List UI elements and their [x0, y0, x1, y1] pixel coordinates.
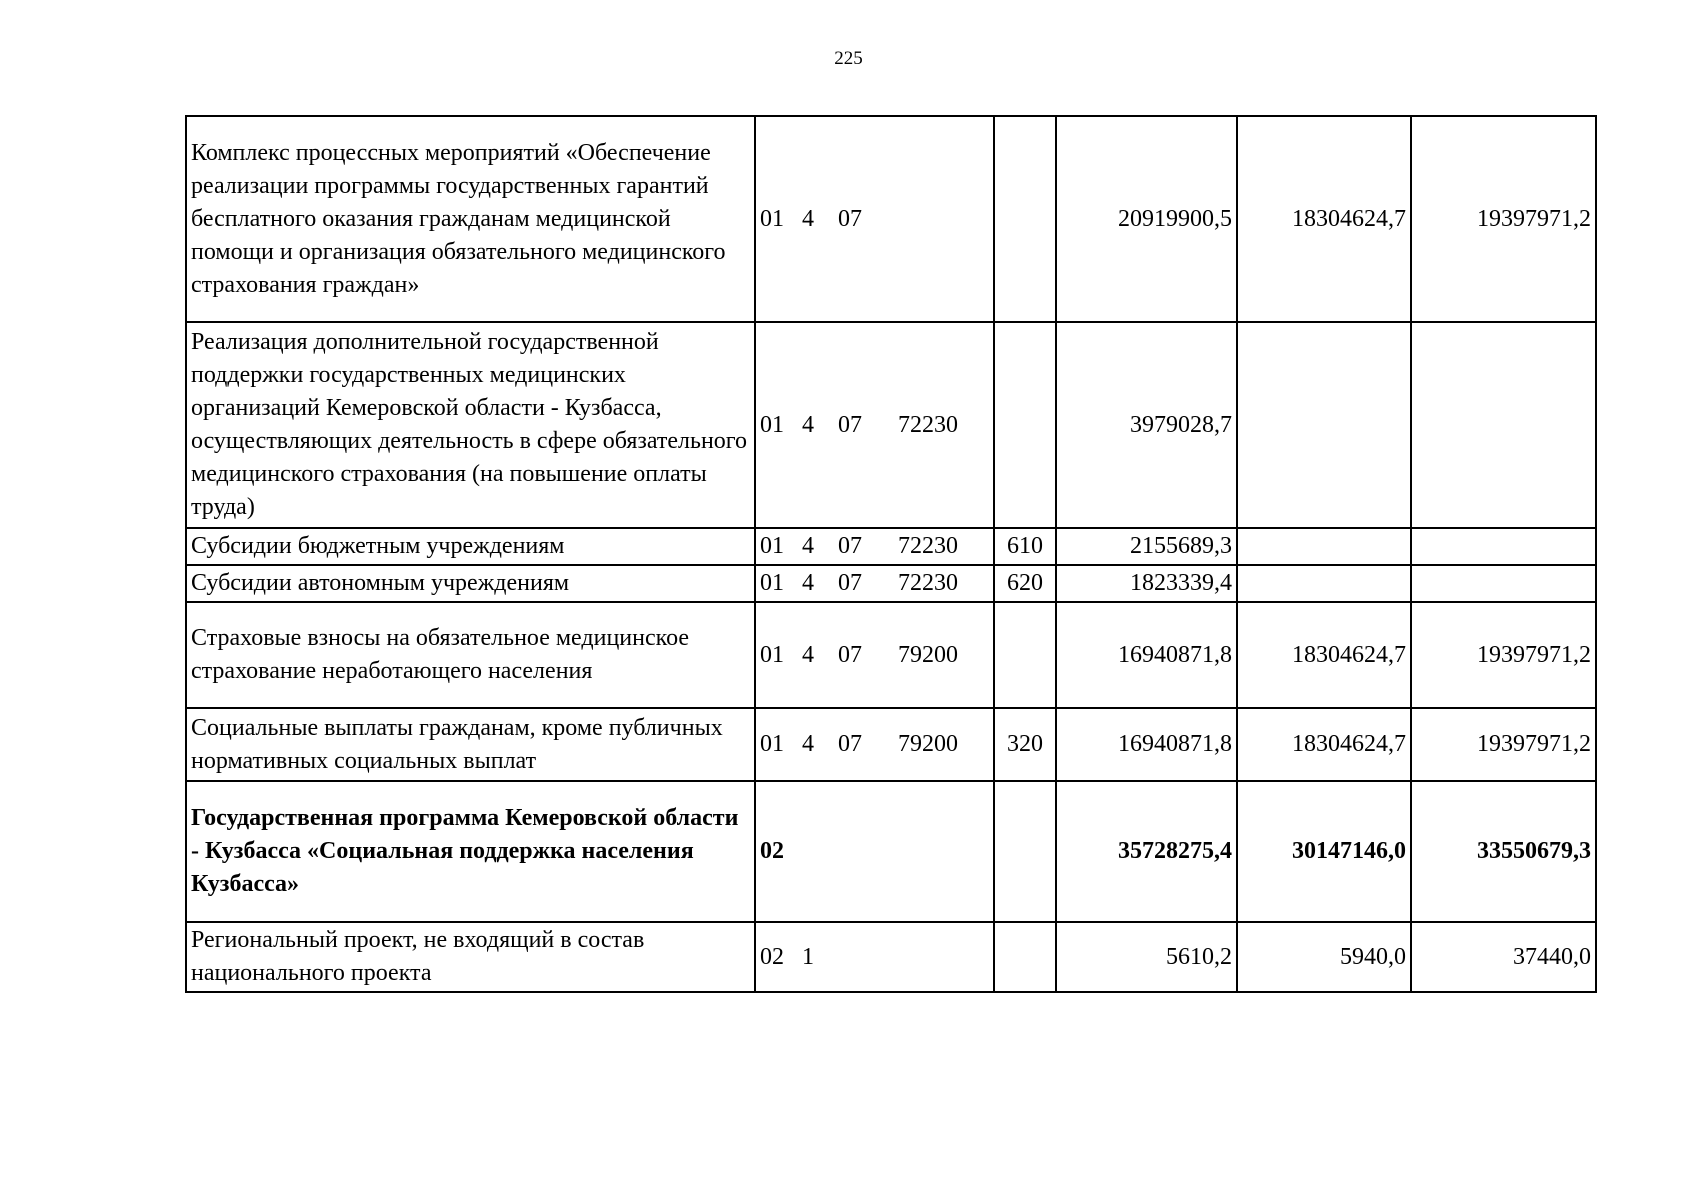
row-expense-type [994, 116, 1056, 322]
row-amount-year-3 [1411, 565, 1596, 602]
row-name: Комплекс процессных мероприятий «Обеспечение реализации программы государственных гарантий бесплатного оказания гражданам медицинской помощи и организация обязательного медицинского страхования граждан» [186, 116, 755, 322]
table-row [186, 708, 1596, 781]
row-expense-type: 610 [994, 528, 1056, 565]
row-amount-year-3: 19397971,2 [1411, 708, 1596, 781]
row-amount-year-3: 33550679,3 [1411, 781, 1596, 922]
table-row [186, 602, 1596, 708]
row-code: 01 4 07 79200 [755, 708, 994, 781]
row-amount-year-1: 16940871,8 [1056, 708, 1237, 781]
row-name: Страховые взносы на обязательное медицинское страхование неработающего населения [186, 602, 755, 708]
page-number: 225 [834, 48, 863, 69]
row-amount-year-3: 19397971,2 [1411, 116, 1596, 322]
row-amount-year-2: 18304624,7 [1237, 708, 1411, 781]
row-amount-year-1: 1823339,4 [1056, 565, 1237, 602]
row-amount-year-2 [1237, 565, 1411, 602]
row-amount-year-3 [1411, 322, 1596, 528]
row-name: Субсидии бюджетным учреждениям [186, 528, 755, 565]
row-code: 02 [755, 781, 994, 922]
row-code: 01 4 07 72230 [755, 528, 994, 565]
row-expense-type [994, 322, 1056, 528]
row-expense-type [994, 922, 1056, 992]
row-name: Социальные выплаты гражданам, кроме публичных нормативных социальных выплат [186, 708, 755, 781]
row-code: 02 1 [755, 922, 994, 992]
row-amount-year-2 [1237, 322, 1411, 528]
table-row [186, 565, 1596, 602]
row-amount-year-2: 18304624,7 [1237, 602, 1411, 708]
row-amount-year-2 [1237, 528, 1411, 565]
row-name: Субсидии автономным учреждениям [186, 565, 755, 602]
row-code: 01 4 07 79200 [755, 602, 994, 708]
row-name: Реализация дополнительной государственной поддержки государственных медицинских организаций Кемеровской области - Кузбасса, осуществляющих деятельность в сфере обязательного медицинского страхования (на повышение оплаты труда) [186, 322, 755, 528]
table-row [186, 116, 1596, 322]
row-expense-type [994, 602, 1056, 708]
row-amount-year-2: 30147146,0 [1237, 781, 1411, 922]
row-amount-year-1: 2155689,3 [1056, 528, 1237, 565]
row-amount-year-2: 5940,0 [1237, 922, 1411, 992]
row-amount-year-1: 35728275,4 [1056, 781, 1237, 922]
row-code: 01 4 07 72230 [755, 322, 994, 528]
row-amount-year-1: 5610,2 [1056, 922, 1237, 992]
table-row [186, 322, 1596, 528]
row-amount-year-3: 19397971,2 [1411, 602, 1596, 708]
row-amount-year-1: 3979028,7 [1056, 322, 1237, 528]
table-row [186, 922, 1596, 992]
row-expense-type: 320 [994, 708, 1056, 781]
row-amount-year-3: 37440,0 [1411, 922, 1596, 992]
row-amount-year-2: 18304624,7 [1237, 116, 1411, 322]
row-amount-year-1: 16940871,8 [1056, 602, 1237, 708]
table-row [186, 528, 1596, 565]
table-row [186, 781, 1596, 922]
budget-table [185, 115, 1597, 993]
row-amount-year-3 [1411, 528, 1596, 565]
row-expense-type [994, 781, 1056, 922]
row-amount-year-1: 20919900,5 [1056, 116, 1237, 322]
row-name: Региональный проект, не входящий в состав национального проекта [186, 922, 755, 992]
row-code: 01 4 07 [755, 116, 994, 322]
row-code: 01 4 07 72230 [755, 565, 994, 602]
row-name: Государственная программа Кемеровской области - Кузбасса «Социальная поддержка населения Кузбасса» [186, 781, 755, 922]
row-expense-type: 620 [994, 565, 1056, 602]
